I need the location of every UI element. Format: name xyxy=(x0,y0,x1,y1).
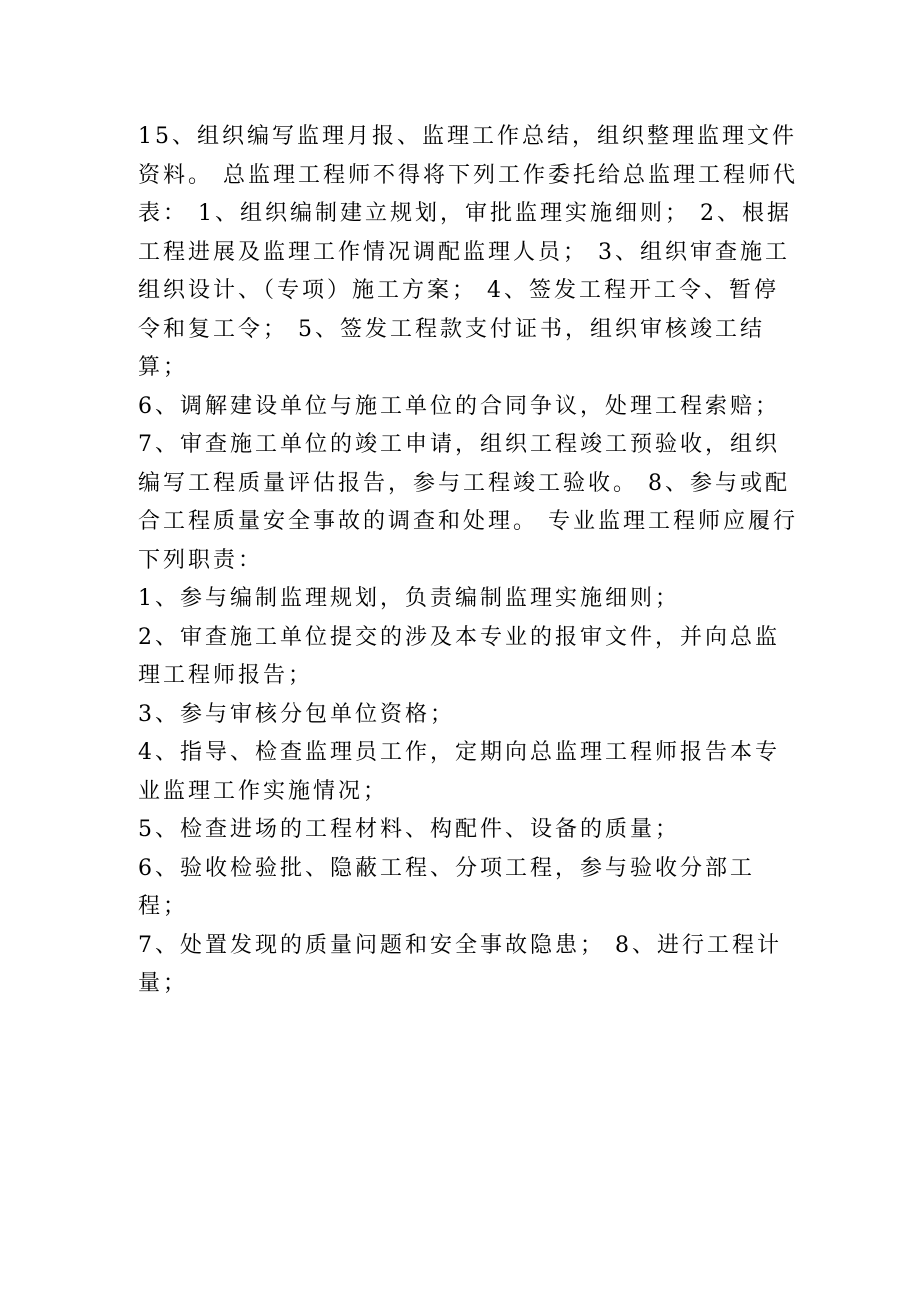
document-page xyxy=(138,118,798,1004)
paragraph-item-6: 6、调解建设单位与施工单位的合同争议，处理工程索赔； xyxy=(138,393,780,419)
paragraph-specialist-duty-5: 5、检查进场的工程材料、构配件、设备的质量； xyxy=(138,817,680,842)
paragraph-item-7-8: 7、审查施工单位的竣工申请，组织工程竣工预验收，组织编写工程质量评估报告，参与工程竣工验收。 8、参与或配合工程质量安全事故的调查和处理。 专业监理工程师应履行下列职责： xyxy=(138,432,798,573)
paragraph-specialist-duty-3: 3、参与审核分包单位资格； xyxy=(138,701,455,727)
paragraph-specialist-duty-6: 6、验收检验批、隐蔽工程、分项工程，参与验收分部工程； xyxy=(138,855,755,919)
paragraph-specialist-duty-4: 4、指导、检查监理员工作，定期向总监理工程师报告本专业监理工作实施情况； xyxy=(138,740,780,804)
paragraph-specialist-duty-2: 2、审查施工单位提交的涉及本专业的报审文件，并向总监理工程师报告； xyxy=(138,624,780,688)
paragraph-duties-15-and-chief-restrictions: 15、组织编写监理月报、监理工作总结，组织整理监理文件资料。 总监理工程师不得将下列工作委托给总监理工程师代表： 1、组织编制建立规划，审批监理实施细则； 2、根据工程进展及监理工作情况调配监理人员； 3、组织审查施工组织设计、（专项）施工方案； 4、签发工程开工令、暂停令和复工令； 5、签发工程款支付证书，组织审核竣工结算； xyxy=(138,124,798,380)
paragraph-specialist-duty-7-8: 7、处置发现的质量问题和安全事故隐患； 8、进行工程计量； xyxy=(138,932,782,996)
paragraph-specialist-duty-1: 1、参与编制监理规划，负责编制监理实施细则； xyxy=(138,586,680,611)
